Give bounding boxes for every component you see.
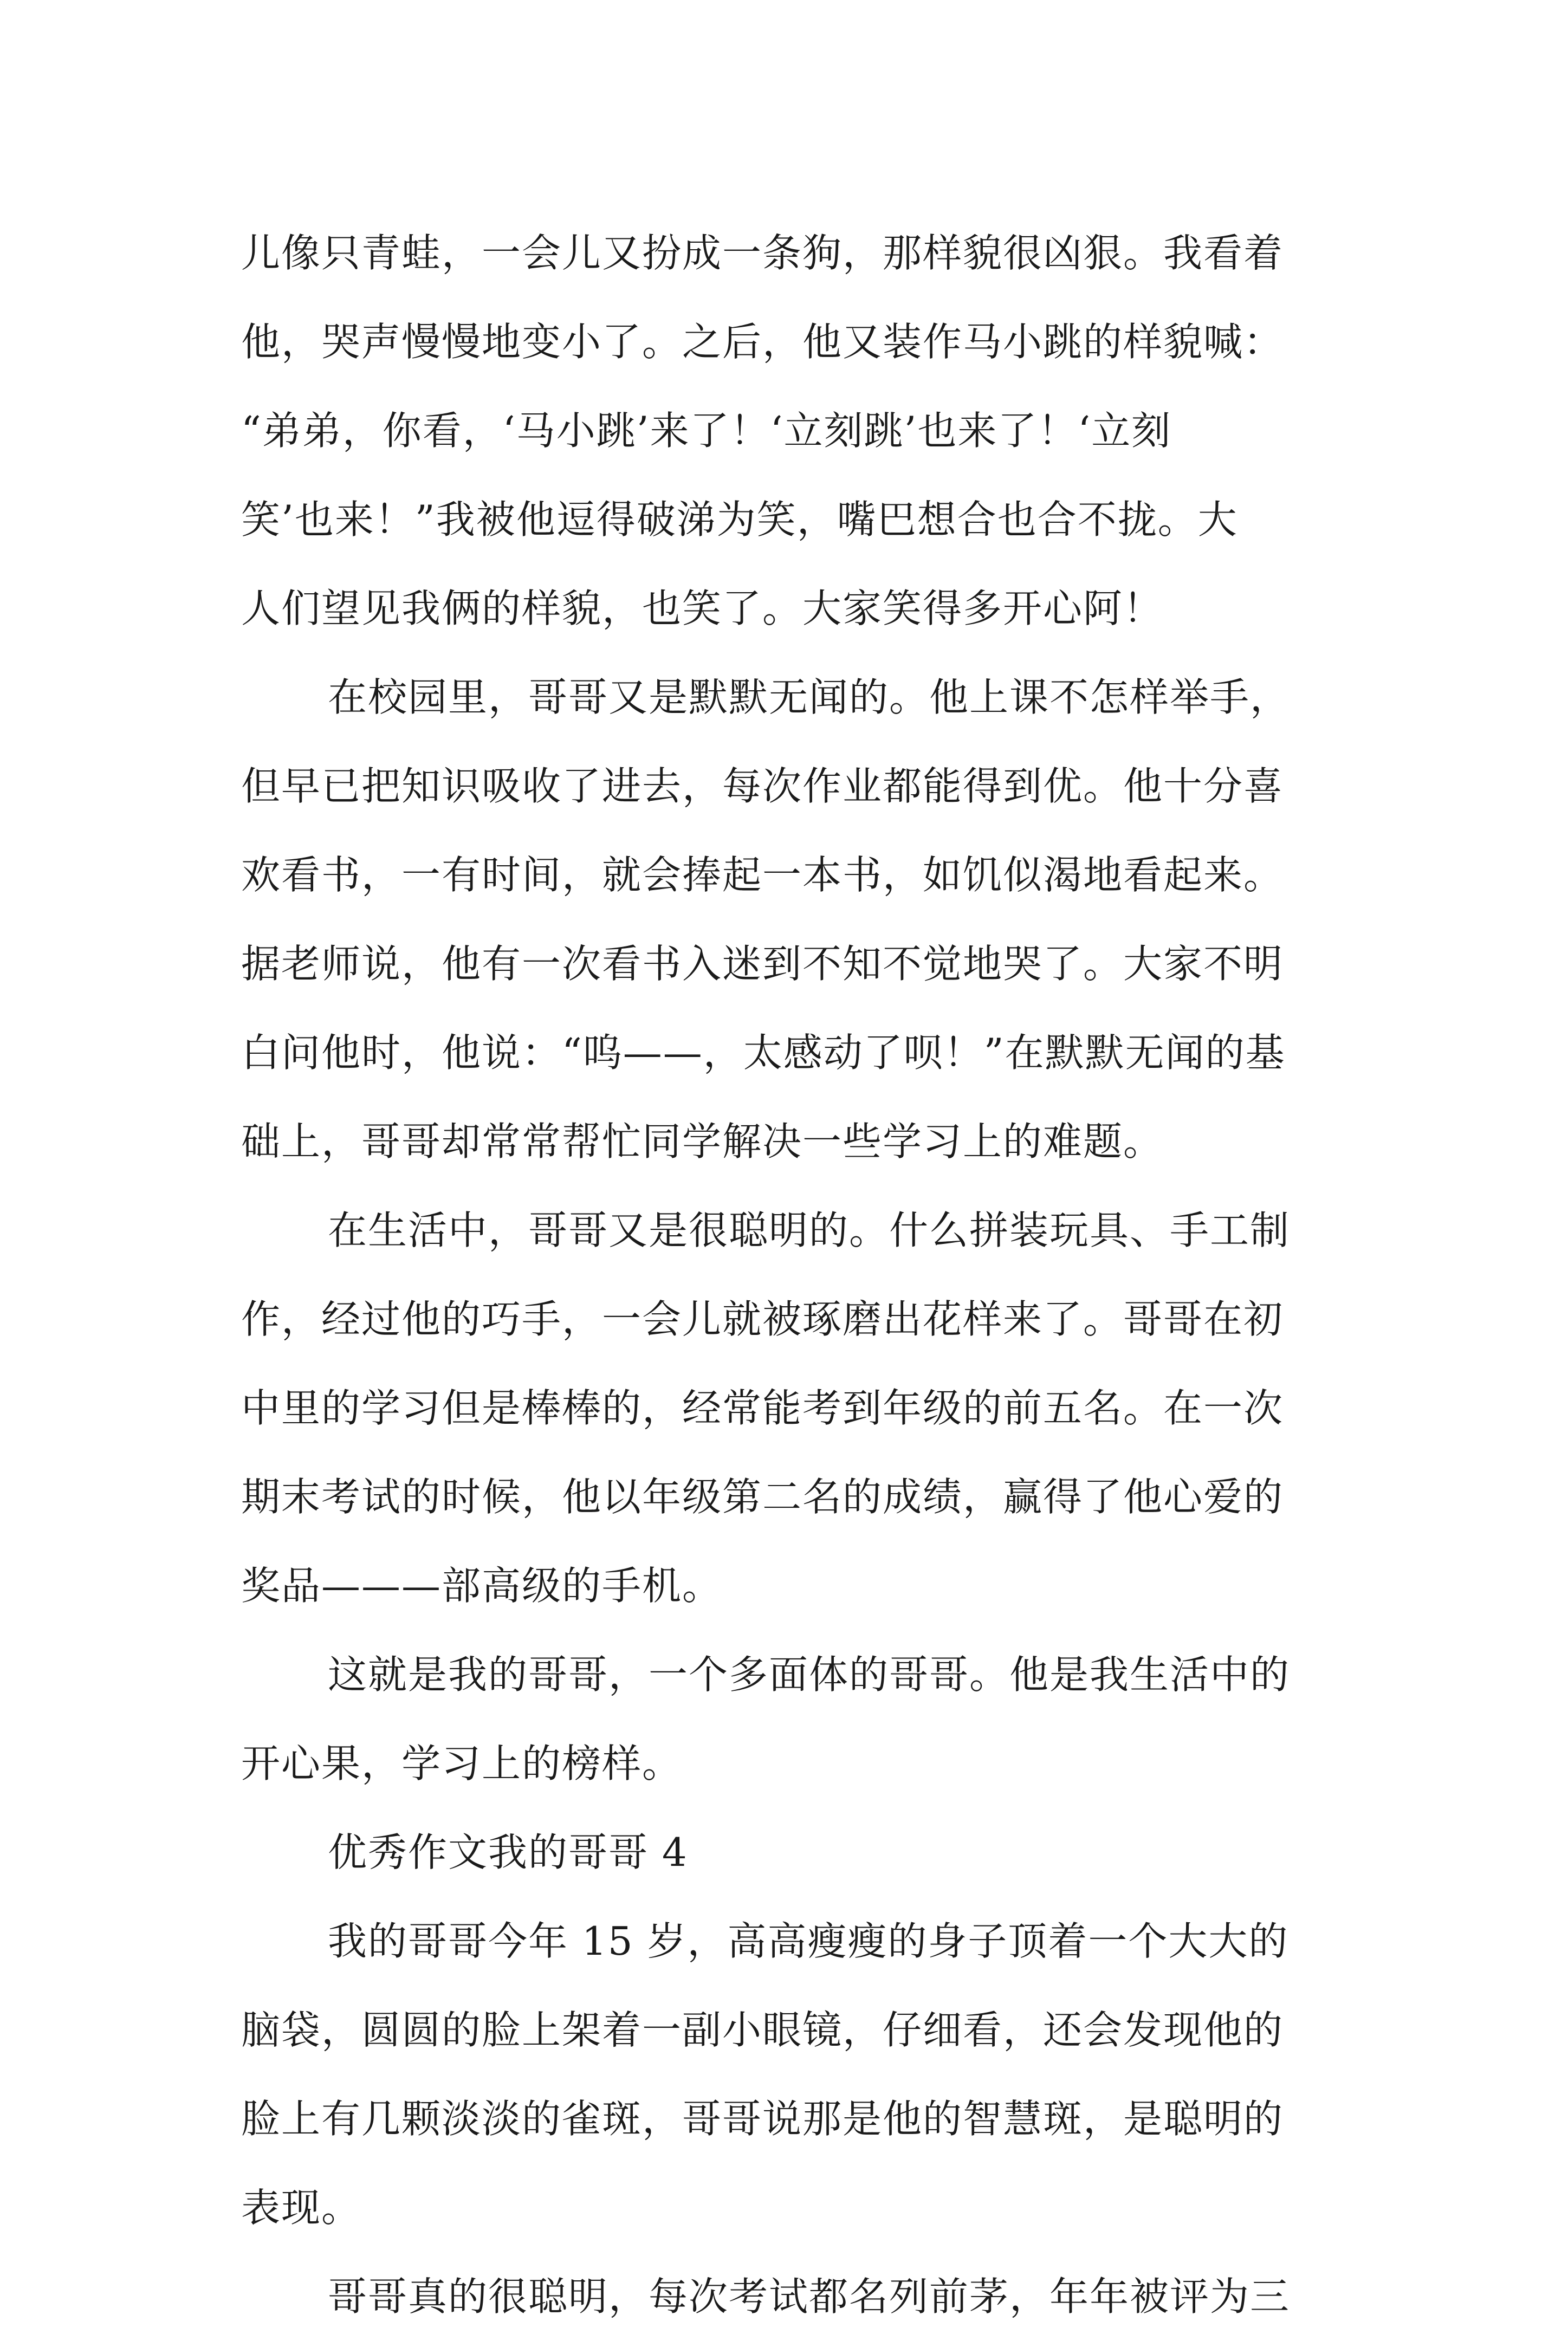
text-line: 脸上有几颗淡淡的雀斑，哥哥说那是他的智慧斑，是聪明的 xyxy=(241,2096,1284,2142)
paragraph-start-line: 哥哥真的很聪明，每次考试都名列前茅，年年被评为三 xyxy=(328,2274,1291,2319)
paragraph-start-line: 在校园里，哥哥又是默默无闻的。他上课不怎样举手， xyxy=(328,675,1291,720)
paragraph-start-line: 我的哥哥今年 15 岁，高高瘦瘦的身子顶着一个大大的 xyxy=(328,1918,1289,1964)
text-line: 欢看书，一有时间，就会捧起一本书，如饥似渴地看起来。 xyxy=(241,852,1284,898)
text-line: 笑’也来！”我被他逗得破涕为笑，嘴巴想合也合不拢。大 xyxy=(241,497,1238,542)
text-line: 开心果，学习上的榜样。 xyxy=(241,1741,683,1786)
text-line: 但早已把知识吸收了进去，每次作业都能得到优。他十分喜 xyxy=(241,763,1284,809)
paragraph-start-line: 这就是我的哥哥，一个多面体的哥哥。他是我生活中的 xyxy=(328,1652,1291,1697)
text-line: 儿像只青蛙，一会儿又扮成一条狗，那样貌很凶狠。我看着 xyxy=(241,230,1284,276)
document-body xyxy=(241,209,1341,2341)
text-line: “弟弟，你看，‘马小跳’来了！‘立刻跳’也来了！‘立刻 xyxy=(241,408,1172,453)
text-line: 表现。 xyxy=(241,2185,362,2230)
text-line: 作，经过他的巧手，一会儿就被琢磨出花样来了。哥哥在初 xyxy=(241,1296,1284,1342)
paragraph-start-line: 在生活中，哥哥又是很聪明的。什么拼装玩具、手工制 xyxy=(328,1208,1291,1253)
text-line: 据老师说，他有一次看书入迷到不知不觉地哭了。大家不明 xyxy=(241,941,1284,987)
text-line: 中里的学习但是棒棒的，经常能考到年级的前五名。在一次 xyxy=(241,1385,1284,1431)
text-line: 础上，哥哥却常常帮忙同学解决一些学习上的难题。 xyxy=(241,1119,1164,1164)
text-line: 他，哭声慢慢地变小了。之后，他又装作马小跳的样貌喊： xyxy=(241,319,1284,365)
text-line: 奖品———部高级的手机。 xyxy=(241,1563,723,1609)
text-line: 脑袋，圆圆的脸上架着一副小眼镜，仔细看，还会发现他的 xyxy=(241,2007,1284,2053)
section-heading: 优秀作文我的哥哥 4 xyxy=(328,1830,688,1875)
text-line: 人们望见我俩的样貌，也笑了。大家笑得多开心阿！ xyxy=(241,586,1164,631)
text-line: 白问他时，他说：“呜——，太感动了呗！”在默默无闻的基 xyxy=(241,1030,1286,1075)
text-line: 期末考试的时候，他以年级第二名的成绩，赢得了他心爱的 xyxy=(241,1474,1284,1520)
